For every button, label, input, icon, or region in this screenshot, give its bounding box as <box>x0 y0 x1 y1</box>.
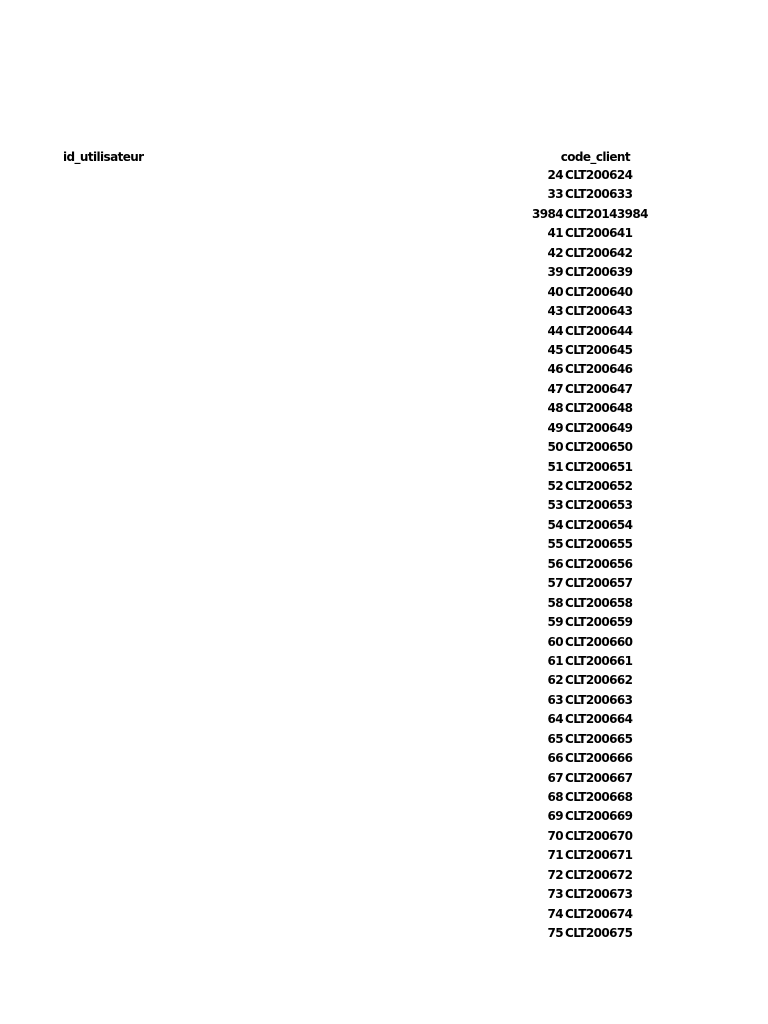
cell-id-utilisateur: 58 <box>547 595 563 610</box>
table-row <box>0 769 768 788</box>
cell-code-client: CLT200672 <box>565 867 633 882</box>
cell-code-client: CLT200663 <box>565 692 633 707</box>
cell-id-utilisateur: 51 <box>547 459 563 474</box>
cell-id-utilisateur: 48 <box>547 401 563 416</box>
table-row <box>0 788 768 807</box>
cell-code-client: CLT200640 <box>565 284 633 299</box>
cell-code-client: CLT200645 <box>565 342 633 357</box>
cell-id-utilisateur: 47 <box>547 381 563 396</box>
cell-code-client: CLT200639 <box>565 265 633 280</box>
cell-id-utilisateur: 72 <box>547 867 563 882</box>
cell-id-utilisateur: 70 <box>547 828 563 843</box>
cell-code-client: CLT200662 <box>565 673 633 688</box>
cell-code-client: CLT200665 <box>565 731 633 746</box>
table-row <box>0 341 768 360</box>
cell-id-utilisateur: 67 <box>547 770 563 785</box>
cell-id-utilisateur: 3984 <box>532 206 563 221</box>
cell-code-client: CLT200659 <box>565 615 633 630</box>
cell-code-client: CLT200652 <box>565 479 633 493</box>
cell-code-client: CLT200660 <box>565 634 633 649</box>
cell-code-client: CLT200673 <box>565 887 633 902</box>
table-row <box>0 730 768 749</box>
table-row <box>0 205 768 224</box>
column-header-code-client: code_client <box>560 150 630 164</box>
table-row <box>0 885 768 904</box>
cell-id-utilisateur: 69 <box>547 809 563 824</box>
cell-id-utilisateur: 53 <box>547 498 563 513</box>
table-row <box>0 496 768 515</box>
cell-code-client: CLT200655 <box>565 537 633 552</box>
cell-code-client: CLT200646 <box>565 362 633 377</box>
table-row <box>0 438 768 457</box>
column-header-id-utilisateur: id_utilisateur <box>63 150 144 164</box>
cell-code-client: CLT200644 <box>565 323 633 338</box>
table-row <box>0 302 768 321</box>
table-row <box>0 419 768 438</box>
table-row <box>0 671 768 690</box>
table-row <box>0 360 768 379</box>
cell-code-client: CLT200671 <box>565 848 633 863</box>
table-row <box>0 458 768 477</box>
table-row <box>0 185 768 204</box>
cell-id-utilisateur: 65 <box>547 731 563 746</box>
cell-id-utilisateur: 64 <box>547 712 563 727</box>
cell-id-utilisateur: 59 <box>547 615 563 630</box>
table-row <box>0 691 768 710</box>
cell-code-client: CLT200643 <box>565 304 633 319</box>
cell-id-utilisateur: 49 <box>547 420 563 435</box>
cell-code-client: CLT200653 <box>565 498 633 513</box>
cell-id-utilisateur: 73 <box>547 887 563 902</box>
cell-id-utilisateur: 62 <box>547 673 563 688</box>
cell-code-client: CLT200675 <box>565 926 633 941</box>
cell-code-client: CLT200667 <box>565 770 633 785</box>
cell-id-utilisateur: 75 <box>547 926 563 941</box>
cell-code-client: CLT200658 <box>565 595 633 610</box>
cell-id-utilisateur: 63 <box>547 692 563 707</box>
cell-id-utilisateur: 39 <box>547 265 563 280</box>
cell-id-utilisateur: 45 <box>547 342 563 357</box>
cell-id-utilisateur: 33 <box>547 187 563 202</box>
cell-id-utilisateur: 61 <box>547 653 563 668</box>
cell-id-utilisateur: 40 <box>547 284 563 299</box>
table-row <box>0 827 768 846</box>
cell-code-client: CLT200657 <box>565 576 633 591</box>
table-row <box>0 477 768 496</box>
cell-id-utilisateur: 46 <box>547 362 563 377</box>
table-body <box>0 166 768 944</box>
cell-id-utilisateur: 41 <box>547 226 563 241</box>
table-row <box>0 574 768 593</box>
cell-code-client: CLT200633 <box>565 187 633 202</box>
table-row <box>0 710 768 729</box>
cell-code-client: CLT200664 <box>565 712 633 727</box>
table-row <box>0 633 768 652</box>
table-row <box>0 555 768 574</box>
cell-code-client: CLT200670 <box>565 828 633 843</box>
table-row <box>0 516 768 535</box>
table-row <box>0 166 768 185</box>
cell-id-utilisateur: 66 <box>547 751 563 766</box>
table-row <box>0 652 768 671</box>
table-header-row <box>0 148 768 166</box>
table-row <box>0 380 768 399</box>
cell-code-client: CLT20143984 <box>565 206 648 221</box>
cell-id-utilisateur: 54 <box>547 517 563 532</box>
cell-id-utilisateur: 56 <box>547 556 563 571</box>
table-row <box>0 905 768 924</box>
cell-code-client: CLT200666 <box>565 751 633 766</box>
table-row <box>0 399 768 418</box>
cell-code-client: CLT200668 <box>565 790 633 804</box>
cell-id-utilisateur: 44 <box>547 323 563 338</box>
cell-code-client: CLT200674 <box>565 906 633 921</box>
cell-id-utilisateur: 43 <box>547 304 563 319</box>
cell-code-client: CLT200641 <box>565 226 633 241</box>
cell-code-client: CLT200648 <box>565 401 633 416</box>
cell-code-client: CLT200642 <box>565 245 633 260</box>
cell-id-utilisateur: 57 <box>547 576 563 591</box>
table-row <box>0 613 768 632</box>
cell-id-utilisateur: 55 <box>547 537 563 552</box>
cell-code-client: CLT200651 <box>565 459 633 474</box>
table-row <box>0 224 768 243</box>
table-row <box>0 594 768 613</box>
cell-code-client: CLT200661 <box>565 653 633 668</box>
cell-id-utilisateur: 52 <box>547 479 563 493</box>
cell-code-client: CLT200650 <box>565 440 633 455</box>
table-row <box>0 749 768 768</box>
cell-code-client: CLT200649 <box>565 420 633 435</box>
table-row <box>0 535 768 554</box>
table-row <box>0 924 768 943</box>
cell-code-client: CLT200669 <box>565 809 633 824</box>
cell-id-utilisateur: 50 <box>547 440 563 455</box>
table-row <box>0 866 768 885</box>
table-row <box>0 322 768 341</box>
cell-id-utilisateur: 71 <box>547 848 563 863</box>
cell-code-client: CLT200654 <box>565 517 633 532</box>
cell-id-utilisateur: 24 <box>547 168 563 182</box>
table-row <box>0 807 768 826</box>
table-row <box>0 283 768 302</box>
table-row <box>0 244 768 263</box>
cell-code-client: CLT200624 <box>565 168 633 182</box>
cell-id-utilisateur: 68 <box>547 790 563 804</box>
cell-id-utilisateur: 60 <box>547 634 563 649</box>
table-row <box>0 263 768 282</box>
cell-code-client: CLT200656 <box>565 556 633 571</box>
cell-id-utilisateur: 74 <box>547 906 563 921</box>
table-row <box>0 846 768 865</box>
cell-code-client: CLT200647 <box>565 381 633 396</box>
cell-id-utilisateur: 42 <box>547 245 563 260</box>
